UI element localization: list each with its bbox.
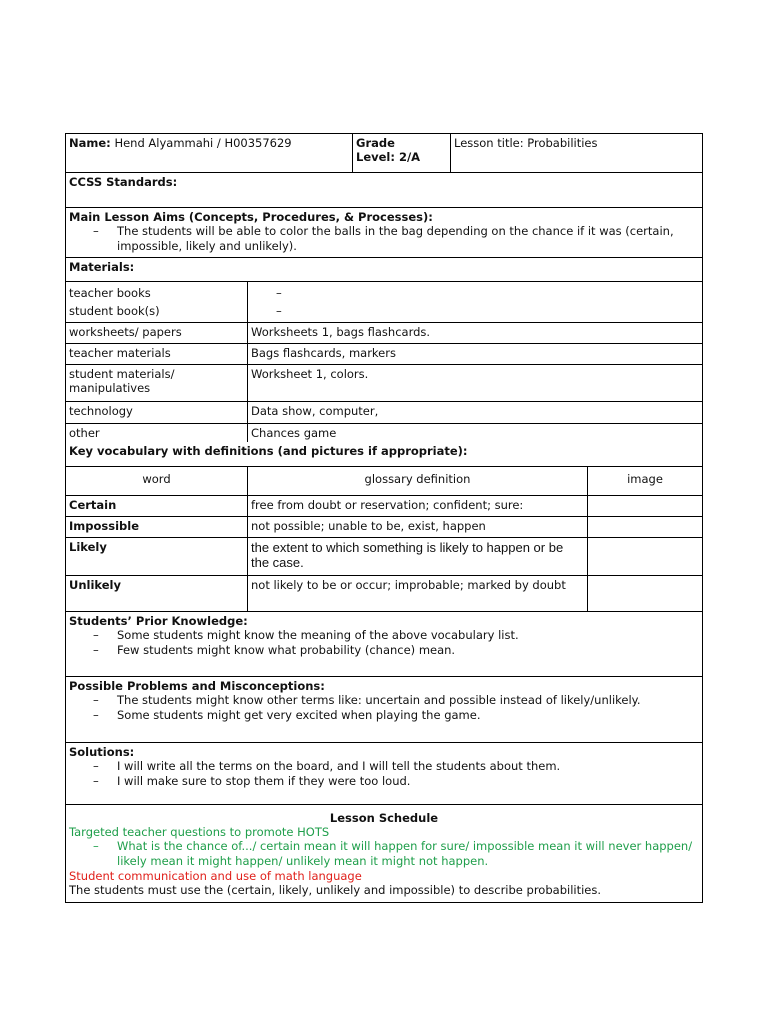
materials-heading-row [66,258,703,282]
hots-heading: Targeted teacher questions to promote HOTS [69,824,330,839]
material-value: – [248,302,703,322]
lesson-schedule-row [66,804,703,902]
material-item: worksheets/ papers [66,322,248,343]
list-item: – I will make sure to stop them if they were too loud. [69,774,699,789]
problems-list [69,693,699,723]
vocab-word: Certain [66,495,248,516]
vocab-image [588,495,703,516]
vocab-row [66,537,703,575]
list-item: – I will write all the terms on the board, and I will tell the students about them. [69,759,699,774]
solutions-row [66,742,703,804]
vocab-row [66,516,703,537]
material-item: teacher books [66,282,248,303]
name-label: Name: [69,136,111,150]
list-item: – The students will be able to color the balls in the bag depending on the chance if it was (certain, impossible, likely and unlikely). [69,224,699,254]
vocab-row [66,575,703,611]
vocab-image [588,537,703,575]
material-item: student book(s) [66,302,248,322]
vocab-header-image: image [588,466,703,495]
lesson-schedule-label: Lesson Schedule [329,810,439,825]
material-value: Worksheet 1, colors. [248,364,703,401]
material-item: student materials/ manipulatives [66,364,248,401]
aims-label: Main Lesson Aims (Concepts, Procedures, & Processes): [69,210,433,224]
vocab-header-row [66,466,703,495]
name-value: Hend Alyammahi / H00357629 [114,136,292,150]
material-item: teacher materials [66,343,248,364]
hots-list [69,839,699,869]
material-row [66,343,703,364]
vocab-word: Unlikely [66,575,248,611]
material-item: other [66,423,248,442]
vocab-word: Impossible [66,516,248,537]
prior-knowledge-label: Students’ Prior Knowledge: [69,613,248,628]
material-row [66,423,703,442]
material-value: Chances game [248,423,703,442]
material-row [66,282,703,303]
prior-knowledge-list [69,628,699,658]
vocab-definition: not likely to be or occur; improbable; marked by doubt [248,575,588,611]
vocab-row [66,495,703,516]
material-item: technology [66,401,248,423]
grade-cell [353,134,451,173]
problems-label: Possible Problems and Misconceptions: [69,678,325,693]
vocab-header-definition: glossary definition [248,466,588,495]
prior-knowledge-row [66,611,703,676]
vocab-header-word: word [66,466,248,495]
vocab-image [588,575,703,611]
header-row [66,134,703,173]
vocab-image [588,516,703,537]
list-item: – The students might know other terms like: uncertain and possible instead of likely/unlikely. [69,693,699,708]
problems-cell [66,676,703,742]
material-row [66,322,703,343]
lesson-plan-sheet [65,133,702,903]
list-item: – Some students might know the meaning of the above vocabulary list. [69,628,699,643]
solutions-label: Solutions: [69,744,135,759]
name-cell [66,134,353,173]
list-item: – Few students might know what probability (chance) mean. [69,643,699,658]
aims-row [66,208,703,258]
material-value: – [248,282,703,303]
list-item: – What is the chance of.../ certain mean it will happen for sure/ impossible mean it will never happen/ likely mean it might happen/ unlikely mean it might not happen. [69,839,699,869]
vocab-heading-row [66,442,703,466]
list-item: – Some students might get very excited when playing the game. [69,708,699,723]
aims-list [69,224,699,254]
material-row [66,302,703,322]
ccss-label: CCSS Standards: [66,173,703,208]
material-row [66,401,703,423]
material-value: Data show, computer, [248,401,703,423]
lesson-title: Lesson title: Probabilities [451,134,703,173]
solutions-list [69,759,699,789]
material-value: Worksheets 1, bags flashcards. [248,322,703,343]
prior-knowledge-cell [66,611,703,676]
vocab-definition: free from doubt or reservation; confident; sure: [248,495,588,516]
materials-label: Materials: [66,258,703,282]
aims-cell [66,208,703,258]
vocab-definition: not possible; unable to be, exist, happen [248,516,588,537]
communication-text: The students must use the (certain, likely, unlikely and impossible) to describe probabilities. [69,882,602,897]
solutions-cell [66,742,703,804]
vocab-definition: the extent to which something is likely to happen or be the case. [248,537,588,575]
vocab-label: Key vocabulary with definitions (and pictures if appropriate): [66,442,703,466]
lesson-schedule-cell [66,804,703,902]
grade-label: Grade [356,136,395,150]
lesson-plan-table [65,133,703,903]
problems-row [66,676,703,742]
material-value: Bags flashcards, markers [248,343,703,364]
material-row [66,364,703,401]
vocab-word: Likely [66,537,248,575]
grade-level: Level: 2/A [356,150,421,164]
communication-heading: Student communication and use of math language [69,868,362,883]
ccss-row [66,173,703,208]
